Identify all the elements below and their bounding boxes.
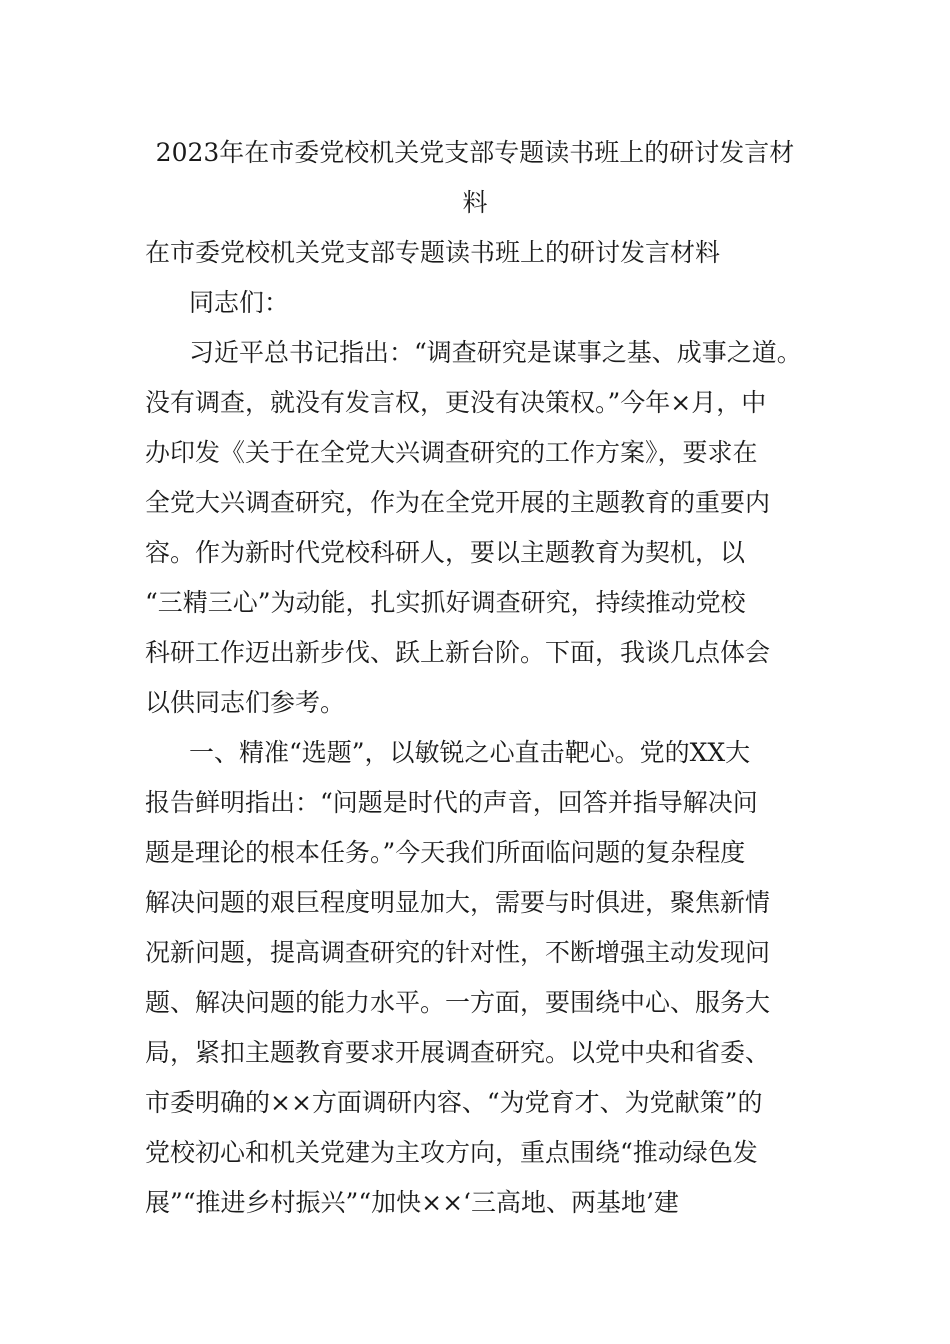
salutation-block bbox=[145, 278, 825, 328]
body-line: 题是理论的根本任务。”今天我们所面临问题的复杂程度 bbox=[145, 838, 746, 867]
title-line-2: 料 bbox=[462, 188, 488, 217]
salutation: 同志们： bbox=[189, 288, 290, 317]
body-line: 全党大兴调查研究，作为在全党开展的主题教育的重要内 bbox=[145, 488, 771, 517]
body-line: 没有调查，就没有发言权，更没有决策权。”今年×月，中 bbox=[145, 388, 767, 417]
body-line: 报告鲜明指出：“问题是时代的声音，回答并指导解决问 bbox=[145, 788, 758, 817]
body-line: 以供同志们参考。 bbox=[145, 688, 346, 717]
document-body bbox=[145, 328, 825, 1228]
body-line: 习近平总书记指出：“调查研究是谋事之基、成事之道。 bbox=[189, 338, 802, 367]
document-subtitle: 在市委党校机关党支部专题读书班上的研讨发言材料 bbox=[145, 238, 721, 267]
body-line: 题、解决问题的能力水平。一方面，要围绕中心、服务大 bbox=[145, 988, 771, 1017]
body-line: 展”“推进乡村振兴”“加快××‘三高地、两基地’建 bbox=[145, 1188, 679, 1217]
body-line: 党校初心和机关党建为主攻方向，重点围绕“推动绿色发 bbox=[145, 1138, 758, 1167]
body-line: 市委明确的××方面调研内容、“为党育才、为党献策”的 bbox=[145, 1088, 763, 1117]
body-line: 局，紧扣主题教育要求开展调查研究。以党中央和省委、 bbox=[145, 1038, 771, 1067]
body-line: 况新问题，提高调查研究的针对性，不断增强主动发现问 bbox=[145, 938, 771, 967]
title-line-1: 2023年在市委党校机关党支部专题读书班上的研讨发言材 bbox=[155, 138, 795, 167]
body-line: “三精三心”为动能，扎实抓好调查研究，持续推动党校 bbox=[145, 588, 746, 617]
body-line: 解决问题的艰巨程度明显加大，需要与时俱进，聚焦新情 bbox=[145, 888, 771, 917]
body-line: 容。作为新时代党校科研人，要以主题教育为契机，以 bbox=[145, 538, 746, 567]
document-title bbox=[120, 128, 830, 228]
body-line: 科研工作迈出新步伐、跃上新台阶。下面，我谈几点体会 bbox=[145, 638, 771, 667]
body-line: 办印发《关于在全党大兴调查研究的工作方案》，要求在 bbox=[145, 438, 758, 467]
body-line: 一、精准“选题”，以敏锐之心直击靶心。党的XX大 bbox=[189, 738, 751, 767]
